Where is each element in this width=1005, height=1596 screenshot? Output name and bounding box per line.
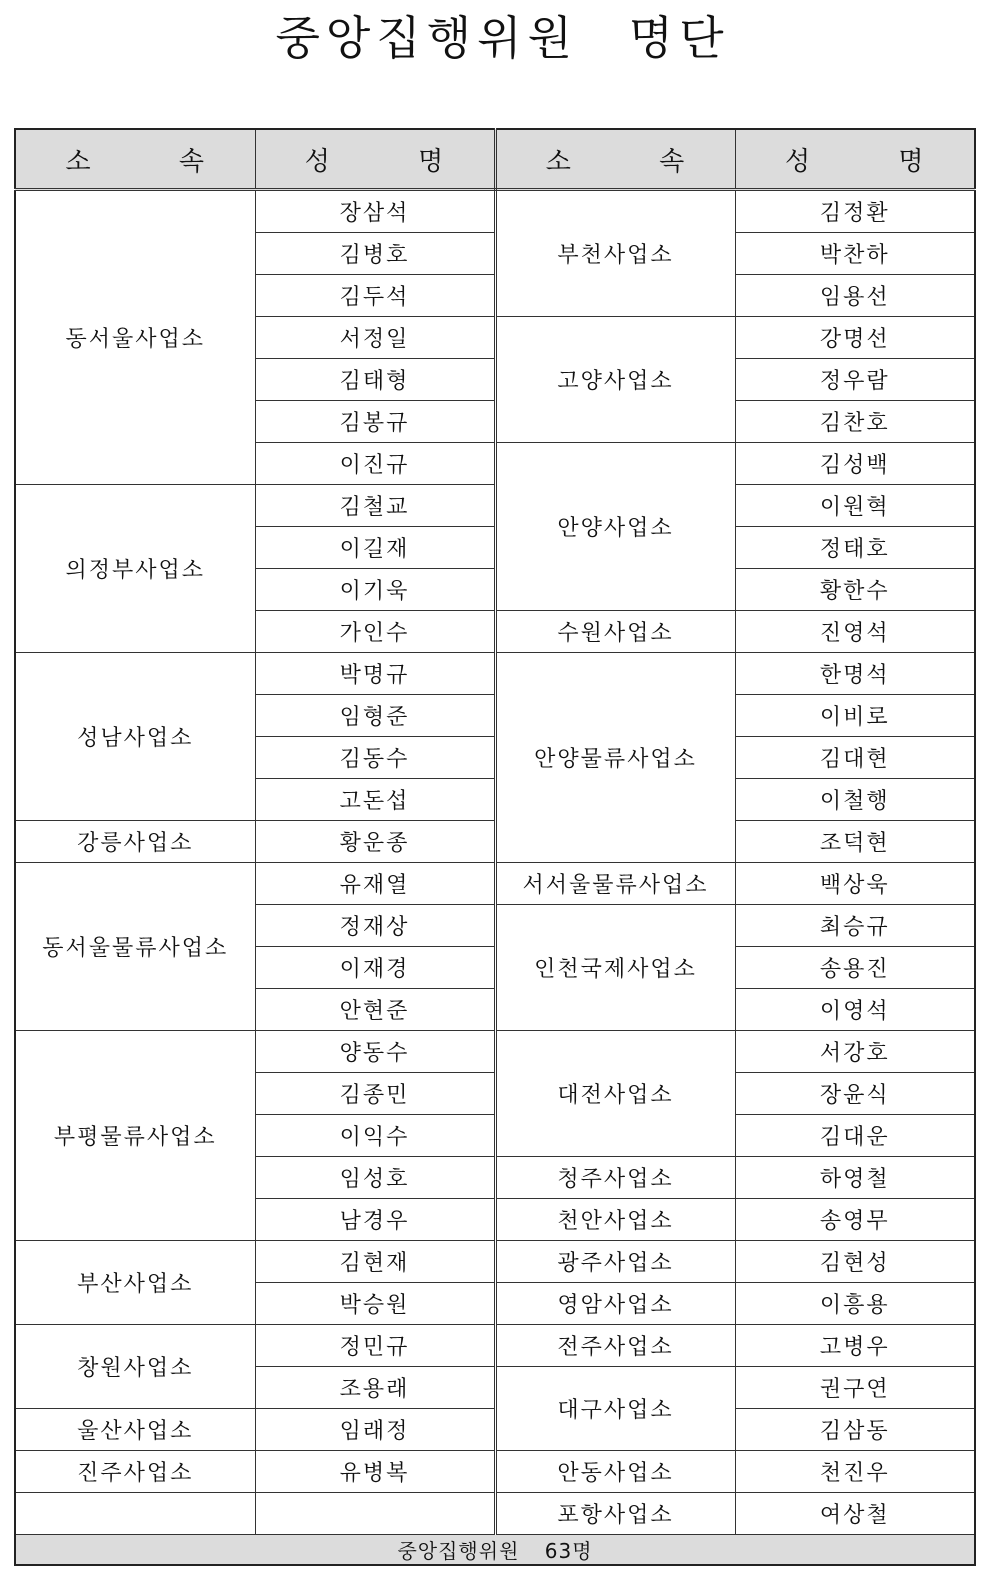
affiliation-cell-right: 천안사업소 <box>495 1199 735 1241</box>
member-name-cell-left: 임래정 <box>255 1409 495 1451</box>
member-name-cell-right: 임용선 <box>735 275 975 317</box>
affiliation-cell-right: 서서울물류사업소 <box>495 863 735 905</box>
header-affiliation-left: 소 속 <box>15 129 255 190</box>
member-name-cell-left: 임성호 <box>255 1157 495 1199</box>
member-name-cell-left: 정재상 <box>255 905 495 947</box>
member-name-cell-right: 송용진 <box>735 947 975 989</box>
member-name-cell-left: 김태형 <box>255 359 495 401</box>
member-name-cell-left: 박명규 <box>255 653 495 695</box>
member-name-cell-right: 송영무 <box>735 1199 975 1241</box>
member-name-cell-left: 안현준 <box>255 989 495 1031</box>
roster-body <box>15 190 975 1535</box>
affiliation-cell-right: 전주사업소 <box>495 1325 735 1367</box>
table-row <box>15 190 975 233</box>
member-name-cell-right: 백상욱 <box>735 863 975 905</box>
affiliation-cell-left: 강릉사업소 <box>15 821 255 863</box>
table-row <box>15 1031 975 1073</box>
affiliation-cell-right: 광주사업소 <box>495 1241 735 1283</box>
affiliation-cell-right: 영암사업소 <box>495 1283 735 1325</box>
member-name-cell-right: 여상철 <box>735 1493 975 1535</box>
affiliation-cell-left <box>15 1493 255 1535</box>
member-name-cell-left: 김병호 <box>255 233 495 275</box>
affiliation-cell-right: 포항사업소 <box>495 1493 735 1535</box>
member-name-cell-left: 서정일 <box>255 317 495 359</box>
member-name-cell-left: 임형준 <box>255 695 495 737</box>
header-name-left: 성 명 <box>255 129 495 190</box>
header-affiliation-right: 소 속 <box>495 129 735 190</box>
member-name-cell-left: 정민규 <box>255 1325 495 1367</box>
member-name-cell-left: 황운종 <box>255 821 495 863</box>
member-name-cell-left: 박승원 <box>255 1283 495 1325</box>
member-name-cell-right: 김현성 <box>735 1241 975 1283</box>
member-name-cell-right: 황한수 <box>735 569 975 611</box>
member-name-cell-left: 이진규 <box>255 443 495 485</box>
member-name-cell-left: 이기욱 <box>255 569 495 611</box>
member-name-cell-right: 최승규 <box>735 905 975 947</box>
affiliation-cell-right: 부천사업소 <box>495 190 735 317</box>
affiliation-cell-right: 안양사업소 <box>495 443 735 611</box>
member-name-cell-left: 김두석 <box>255 275 495 317</box>
affiliation-cell-right: 안양물류사업소 <box>495 653 735 863</box>
header-name-right: 성 명 <box>735 129 975 190</box>
member-name-cell-right: 김성백 <box>735 443 975 485</box>
affiliation-cell-left: 진주사업소 <box>15 1451 255 1493</box>
member-name-cell-left: 김봉규 <box>255 401 495 443</box>
member-name-cell-right: 김찬호 <box>735 401 975 443</box>
member-name-cell-right: 박찬하 <box>735 233 975 275</box>
member-name-cell-right: 이원혁 <box>735 485 975 527</box>
member-name-cell-right: 김정환 <box>735 190 975 233</box>
member-name-cell-left: 가인수 <box>255 611 495 653</box>
member-name-cell-left <box>255 1493 495 1535</box>
member-name-cell-left: 이재경 <box>255 947 495 989</box>
member-name-cell-left: 장삼석 <box>255 190 495 233</box>
member-name-cell-right: 서강호 <box>735 1031 975 1073</box>
member-name-cell-left: 김현재 <box>255 1241 495 1283</box>
member-name-cell-right: 이비로 <box>735 695 975 737</box>
member-name-cell-right: 김대운 <box>735 1115 975 1157</box>
header-row <box>15 129 975 190</box>
affiliation-cell-left: 부평물류사업소 <box>15 1031 255 1241</box>
table-row <box>15 1493 975 1535</box>
member-name-cell-right: 이영석 <box>735 989 975 1031</box>
member-name-cell-right: 김대현 <box>735 737 975 779</box>
footer-row <box>15 1535 975 1566</box>
member-name-cell-right: 김삼동 <box>735 1409 975 1451</box>
member-name-cell-left: 김종민 <box>255 1073 495 1115</box>
member-name-cell-right: 정우람 <box>735 359 975 401</box>
member-name-cell-right: 한명석 <box>735 653 975 695</box>
member-name-cell-left: 남경우 <box>255 1199 495 1241</box>
member-name-cell-right: 이철행 <box>735 779 975 821</box>
member-name-cell-right: 강명선 <box>735 317 975 359</box>
member-name-cell-right: 이흥용 <box>735 1283 975 1325</box>
member-name-cell-right: 정태호 <box>735 527 975 569</box>
affiliation-cell-right: 안동사업소 <box>495 1451 735 1493</box>
affiliation-cell-left: 울산사업소 <box>15 1409 255 1451</box>
table-row <box>15 1451 975 1493</box>
affiliation-cell-right: 대전사업소 <box>495 1031 735 1157</box>
affiliation-cell-right: 인천국제사업소 <box>495 905 735 1031</box>
total-count: 중앙집행위원 63명 <box>15 1535 975 1566</box>
member-name-cell-right: 조덕현 <box>735 821 975 863</box>
page-title: 중앙집행위원 명단 <box>275 11 730 65</box>
member-name-cell-left: 유병복 <box>255 1451 495 1493</box>
affiliation-cell-left: 부산사업소 <box>15 1241 255 1325</box>
member-name-cell-left: 김철교 <box>255 485 495 527</box>
member-name-cell-right: 고병우 <box>735 1325 975 1367</box>
affiliation-cell-left: 창원사업소 <box>15 1325 255 1409</box>
member-name-cell-left: 유재열 <box>255 863 495 905</box>
member-name-cell-left: 고돈섭 <box>255 779 495 821</box>
affiliation-cell-right: 수원사업소 <box>495 611 735 653</box>
affiliation-cell-right: 대구사업소 <box>495 1367 735 1451</box>
member-name-cell-left: 양동수 <box>255 1031 495 1073</box>
member-name-cell-right: 천진우 <box>735 1451 975 1493</box>
table-row <box>15 863 975 905</box>
committee-roster-table <box>14 128 976 1566</box>
table-row <box>15 1241 975 1283</box>
member-name-cell-right: 장윤식 <box>735 1073 975 1115</box>
affiliation-cell-left: 동서울사업소 <box>15 190 255 485</box>
member-name-cell-left: 이길재 <box>255 527 495 569</box>
member-name-cell-left: 조용래 <box>255 1367 495 1409</box>
member-name-cell-right: 하영철 <box>735 1157 975 1199</box>
affiliation-cell-left: 의정부사업소 <box>15 485 255 653</box>
member-name-cell-right: 권구연 <box>735 1367 975 1409</box>
table-row <box>15 653 975 695</box>
affiliation-cell-left: 동서울물류사업소 <box>15 863 255 1031</box>
table-row <box>15 1325 975 1367</box>
affiliation-cell-left: 성남사업소 <box>15 653 255 821</box>
member-name-cell-right: 진영석 <box>735 611 975 653</box>
member-name-cell-left: 김동수 <box>255 737 495 779</box>
member-name-cell-left: 이익수 <box>255 1115 495 1157</box>
affiliation-cell-right: 청주사업소 <box>495 1157 735 1199</box>
affiliation-cell-right: 고양사업소 <box>495 317 735 443</box>
